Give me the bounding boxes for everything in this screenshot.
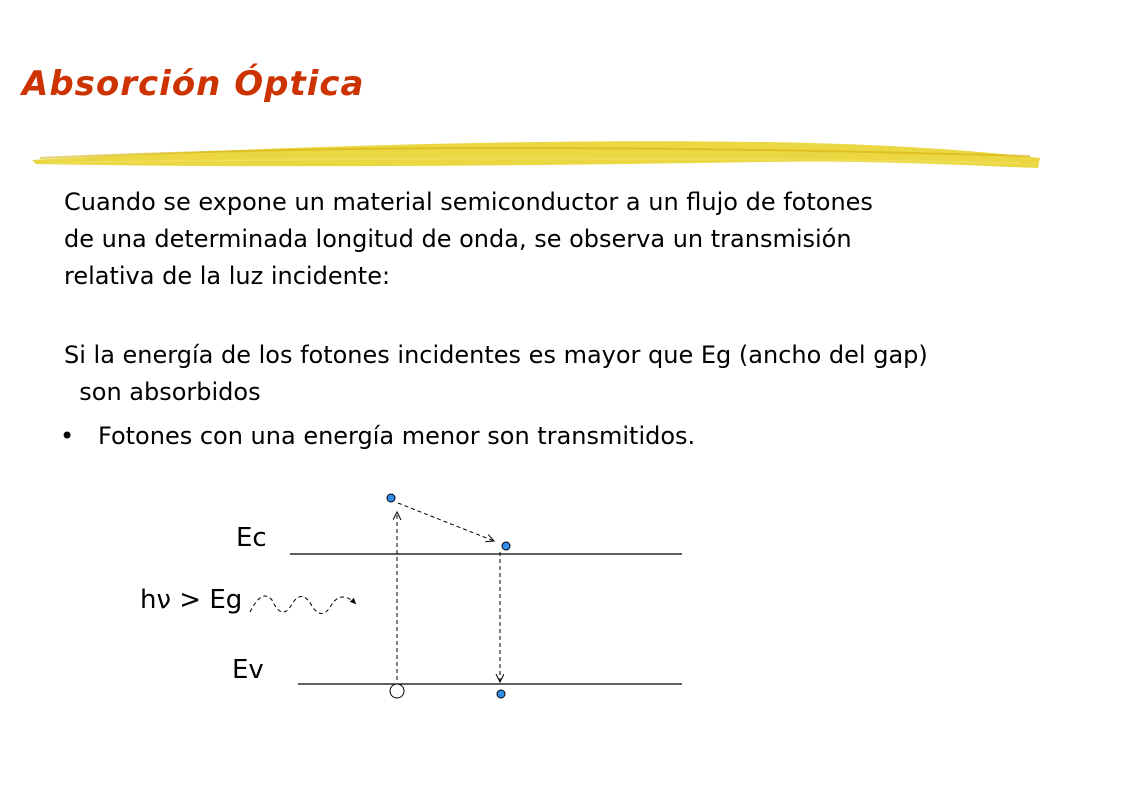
relaxed-electron-icon bbox=[502, 542, 510, 550]
intro-line-2: de una determinada longitud de onda, se observa un transmisión bbox=[64, 225, 852, 253]
recombined-electron-icon bbox=[497, 690, 505, 698]
conduction-band-label: Ec bbox=[236, 523, 267, 553]
photon-wave-icon bbox=[250, 596, 356, 614]
intro-line-1: Cuando se expone un material semiconductor a un flujo de fotones bbox=[64, 188, 873, 216]
intro-line-3: relativa de la luz incidente: bbox=[64, 262, 391, 290]
absorbed-line-1: Si la energía de los fotones incidentes es mayor que Eg (ancho del gap) bbox=[64, 341, 928, 369]
absorbed-line-2: son absorbidos bbox=[64, 378, 261, 406]
page-title: Absorción Óptica bbox=[22, 64, 365, 104]
relaxation-arrow bbox=[398, 503, 494, 541]
excited-electron-icon bbox=[387, 494, 395, 502]
photon-energy-label: hν > Eg bbox=[140, 585, 243, 615]
valence-band-label: Ev bbox=[232, 655, 264, 685]
transmitted-line: Fotones con una energía menor son transmitidos. bbox=[98, 422, 696, 450]
bullet-icon: • bbox=[60, 422, 75, 450]
hole-icon bbox=[390, 684, 404, 698]
